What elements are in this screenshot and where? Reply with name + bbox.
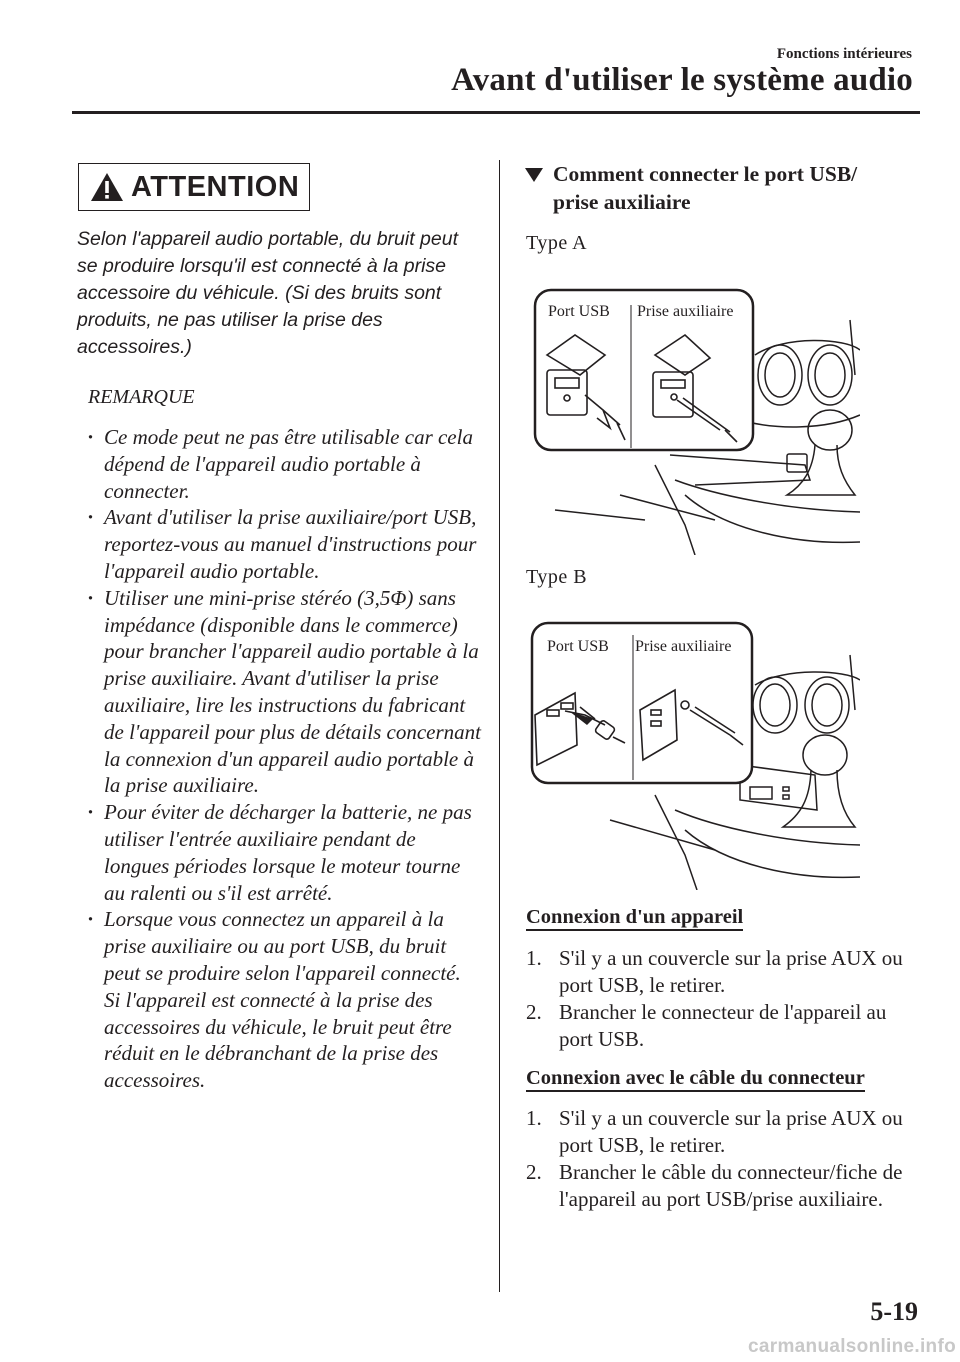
figure-b-aux-label: Prise auxiliaire [635, 638, 732, 655]
page-number: 5-19 [870, 1297, 918, 1326]
remark-item: · Utiliser une mini-prise stéréo (3,5Φ) sans impédance (disponible dans le commerce) pour brancher l'appareil audio portable à la prise auxiliaire. Avant d'utiliser la prise auxiliaire, lire les instructions du fabricant de l'appareil pour plus de détails concernant la connexion d'un appareil audio portable à la prise auxiliaire. [86, 585, 482, 799]
attention-label: ATTENTION [131, 170, 300, 203]
subsection-title-text: Comment connecter le port USB/ prise auxiliaire [553, 162, 858, 214]
header-rule [72, 111, 920, 114]
figure-a-aux-label: Prise auxiliaire [637, 303, 734, 320]
figure-a-usb-label: Port USB [548, 303, 610, 320]
device-steps [526, 945, 916, 1053]
remark-item: · Lorsque vous connectez un appareil à la prise auxiliaire ou au port USB, du bruit peut se produire selon l'appareil connecté. Si l'appareil est connecté à la prise des accessoires du véhicule, le bruit peut être réduit en le débranchant de la prise des accessoires. [86, 906, 482, 1094]
remark-item: · Pour éviter de décharger la batterie, ne pas utiliser l'entrée auxiliaire pendant de longues périodes lorsque le moteur tourne au ralenti ou s'il est arrêté. [86, 799, 482, 906]
warning-triangle-icon [89, 171, 125, 203]
cable-connection-heading: Connexion avec le câble du connecteur [526, 1067, 865, 1092]
attention-text: Selon l'appareil audio portable, du bruit peut se produire lorsqu'il est connecté à la prise accessoire du véhicule. (Si des bruits sont produits, ne pas utiliser la prise des accessoires.) [77, 228, 458, 358]
figure-b-usb-label: Port USB [547, 638, 609, 655]
list-item: 1. S'il y a un couvercle sur la prise AUX ou port USB, le retirer. [526, 946, 903, 997]
remark-item: · Ce mode peut ne pas être utilisable car cela dépend de l'appareil audio portable à connecter. [86, 424, 482, 504]
device-connection-heading: Connexion d'un appareil [526, 906, 743, 931]
section-label: Fonctions intérieures [776, 46, 912, 62]
figure-type-b [525, 615, 860, 890]
list-item: 2. Brancher le câble du connecteur/fiche de l'appareil au port USB/prise auxiliaire. [526, 1160, 903, 1211]
page-title: Avant d'utiliser le système audio [451, 62, 913, 98]
list-item: 1. S'il y a un couvercle sur la prise AUX ou port USB, le retirer. [526, 1106, 903, 1157]
type-a-label: Type A [526, 232, 588, 254]
watermark[interactable]: carmanualsonline.info [748, 1336, 956, 1357]
column-divider [499, 160, 500, 1292]
cable-steps [526, 1105, 916, 1213]
triangle-bullet-icon [525, 168, 543, 182]
subsection-title [525, 160, 905, 216]
remark-heading: REMARQUE [88, 386, 195, 408]
list-item: 2. Brancher le connecteur de l'appareil au port USB. [526, 1000, 887, 1051]
type-b-label: Type B [526, 566, 588, 588]
remark-list [86, 424, 482, 1094]
attention-box [78, 163, 310, 211]
figure-type-a [525, 280, 860, 555]
remark-item: · Avant d'utiliser la prise auxiliaire/port USB, reportez-vous au manuel d'instructions pour l'appareil audio portable. [86, 504, 482, 584]
